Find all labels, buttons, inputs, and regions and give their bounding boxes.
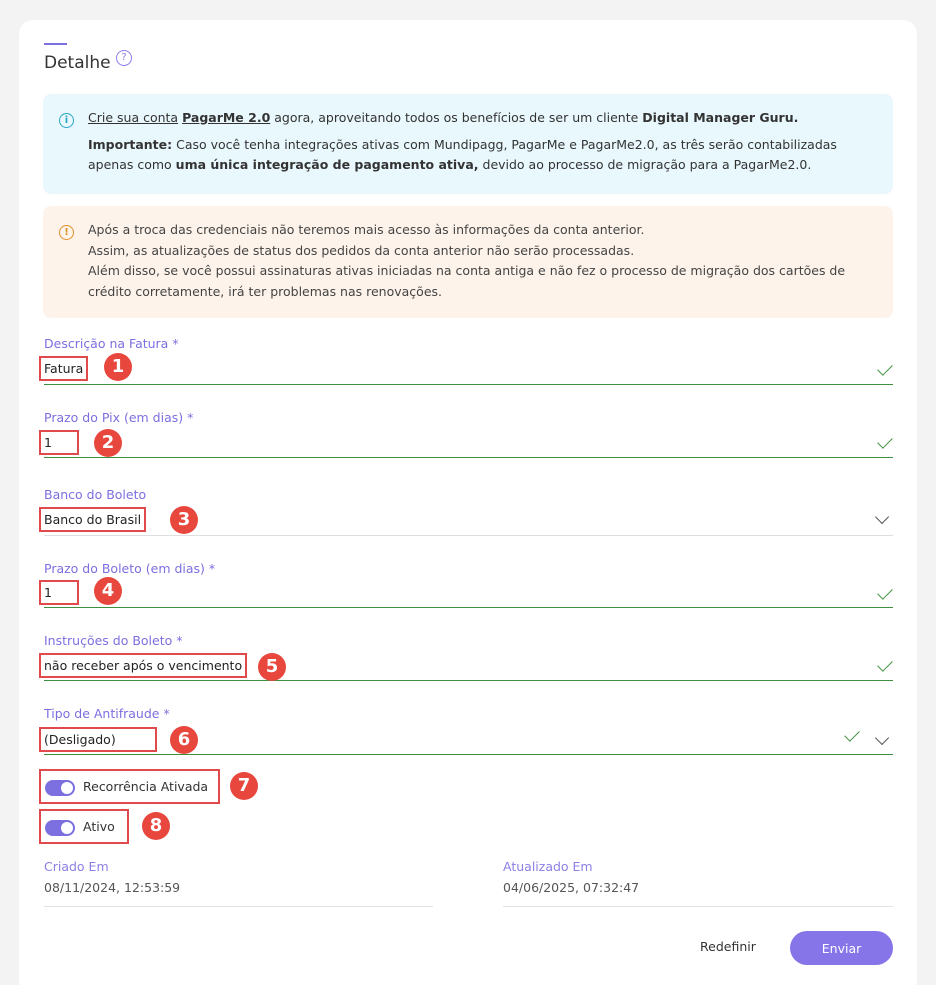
warning-line-3: Além disso, se você possui assinaturas ativas iniciadas na conta antiga e não fez o processo de migração dos cartões de crédito corretamente, irá ter problemas nas renovações. — [88, 263, 846, 299]
annotation-badge-3: 3 — [170, 506, 198, 534]
active-toggle-label: Ativo — [83, 819, 115, 834]
boleto-instructions-label: Instruções do Boleto * — [44, 633, 183, 648]
pix-deadline-label: Prazo do Pix (em dias) * — [44, 410, 194, 425]
warning-icon: ! — [59, 225, 74, 240]
create-account-link[interactable]: Crie sua conta — [88, 110, 179, 125]
reset-button[interactable]: Redefinir — [700, 939, 756, 954]
info-text-mid: agora, aproveitando todos os benefícios de ser um cliente — [270, 110, 643, 125]
boleto-bank-select[interactable]: Banco do Brasil — [39, 507, 146, 532]
recurrence-toggle-row[interactable] — [39, 769, 220, 804]
active-toggle-row[interactable] — [39, 809, 129, 844]
info-icon: i — [59, 113, 74, 128]
invoice-description-underline — [44, 384, 893, 385]
toggle-knob — [61, 782, 73, 794]
boleto-deadline-input[interactable]: 1 — [39, 580, 79, 605]
active-toggle[interactable] — [45, 820, 75, 836]
help-icon[interactable]: ? — [116, 50, 132, 66]
recurrence-toggle-label: Recorrência Ativada — [83, 779, 209, 794]
annotation-badge-5: 5 — [258, 653, 286, 681]
warning-line-2: Assim, as atualizações de status dos pedidos da conta anterior não serão processadas. — [88, 242, 635, 258]
updated-at-label: Atualizado Em — [503, 859, 593, 874]
boleto-deadline-underline — [44, 607, 893, 608]
important-tail: devido ao processo de migração para a PagarMe2.0. — [478, 157, 812, 172]
important-text: Caso você tenha integrações ativas com Mundipagg, PagarMe e PagarMe2.0, as três serão contabilizadas apenas como — [88, 136, 837, 172]
boleto-instructions-input[interactable]: não receber após o vencimento — [39, 653, 247, 678]
page-title: Detalhe — [44, 53, 111, 73]
annotation-badge-6: 6 — [170, 726, 198, 754]
created-at-label: Criado Em — [44, 859, 109, 874]
updated-at-value: 04/06/2025, 07:32:47 — [503, 880, 640, 895]
invoice-description-input[interactable]: Fatura — [39, 356, 88, 381]
recurrence-toggle[interactable] — [45, 780, 75, 796]
pix-deadline-input[interactable]: 1 — [39, 430, 79, 455]
important-label: Importante: — [88, 136, 173, 152]
warning-alert — [43, 206, 893, 318]
antifraud-type-underline — [44, 754, 893, 755]
annotation-badge-1: 1 — [104, 353, 132, 381]
boleto-bank-label: Banco do Boleto — [44, 487, 147, 502]
title-accent-bar — [44, 43, 67, 45]
submit-button[interactable]: Enviar — [790, 931, 893, 965]
created-at-value: 08/11/2024, 12:53:59 — [44, 880, 181, 895]
toggle-knob — [61, 822, 73, 834]
important-bold: uma única integração de pagamento ativa, — [175, 157, 479, 172]
updated-at-underline — [503, 906, 893, 907]
invoice-description-label: Descrição na Fatura * — [44, 336, 179, 351]
boleto-deadline-label: Prazo do Boleto (em dias) * — [44, 561, 216, 576]
boleto-bank-underline — [44, 535, 893, 536]
client-name: Digital Manager Guru. — [642, 110, 799, 125]
annotation-badge-7: 7 — [230, 772, 258, 800]
annotation-badge-4: 4 — [94, 577, 122, 605]
annotation-badge-8: 8 — [142, 812, 170, 840]
boleto-instructions-underline — [44, 680, 893, 681]
antifraud-type-label: Tipo de Antifraude * — [44, 706, 170, 721]
antifraud-type-select[interactable]: (Desligado) — [39, 727, 157, 752]
annotation-badge-2: 2 — [94, 429, 122, 457]
created-at-underline — [44, 906, 433, 907]
warning-line-1: Após a troca das credenciais não teremos mais acesso às informações da conta anterior. — [88, 222, 645, 237]
brand-link[interactable]: PagarMe 2.0 — [182, 110, 271, 125]
pix-deadline-underline — [44, 457, 893, 458]
info-alert — [43, 94, 893, 194]
